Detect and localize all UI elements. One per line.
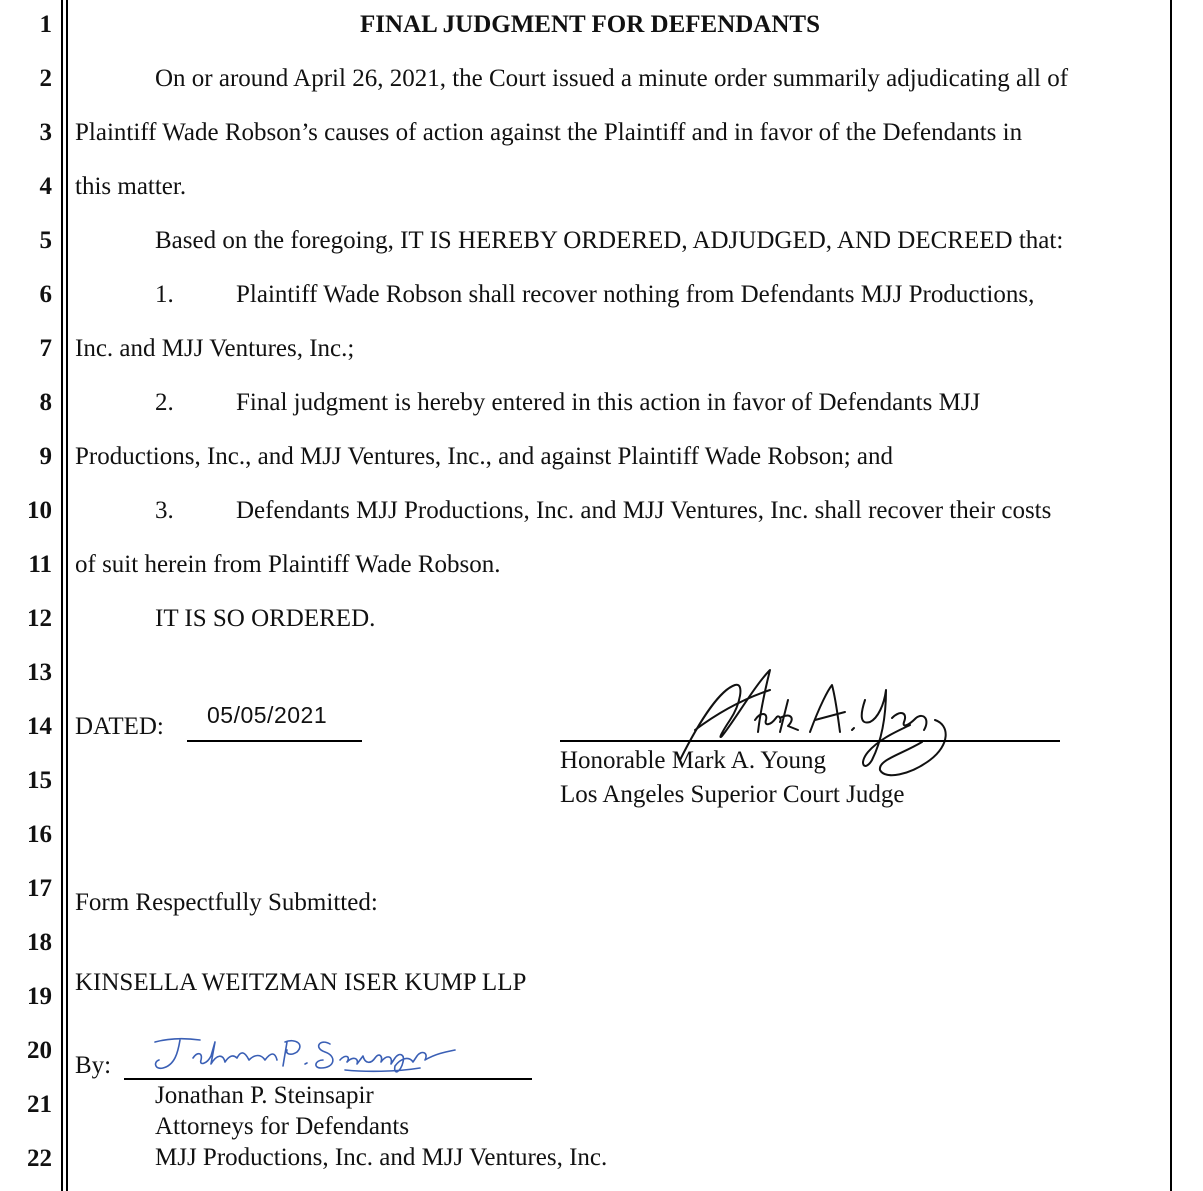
dated-label: DATED:	[75, 713, 164, 740]
line-number: 12	[27, 605, 52, 632]
line-number: 2	[39, 65, 52, 92]
attorney-name: Jonathan P. Steinsapir	[155, 1082, 374, 1109]
line-number: 21	[27, 1091, 52, 1118]
paragraph-2: Based on the foregoing, IT IS HEREBY ORDERED, ADJUDGED, AND DECREED that:	[155, 227, 1064, 254]
item-3-number: 3.	[155, 497, 174, 524]
line-number: 4	[39, 173, 52, 200]
line-number: 3	[39, 119, 52, 146]
judge-signature-line	[560, 740, 1060, 742]
line-number: 13	[27, 659, 52, 686]
line-number: 17	[27, 875, 52, 902]
paragraph-1-line-1: On or around April 26, 2021, the Court issued a minute order summarily adjudicating all of	[155, 65, 1069, 92]
item-2-line-2: Productions, Inc., and MJJ Ventures, Inc., and against Plaintiff Wade Robson; and	[75, 443, 894, 470]
line-number: 1	[39, 11, 52, 38]
so-ordered: IT IS SO ORDERED.	[155, 605, 376, 632]
item-1-number: 1.	[155, 281, 174, 308]
line-number: 15	[27, 767, 52, 794]
by-label: By:	[75, 1052, 112, 1079]
line-number: 14	[27, 713, 52, 740]
line-number: 6	[39, 281, 52, 308]
line-number: 8	[39, 389, 52, 416]
line-number: 16	[27, 821, 52, 848]
judge-name: Honorable Mark A. Young	[560, 747, 826, 774]
paragraph-1-line-2: Plaintiff Wade Robson’s causes of action against the Plaintiff and in favor of the Defendants in	[75, 119, 1023, 146]
line-number: 7	[39, 335, 52, 362]
attorney-role: Attorneys for Defendants	[155, 1113, 410, 1140]
line-number: 20	[27, 1037, 52, 1064]
item-3-line-2: of suit herein from Plaintiff Wade Robson.	[75, 551, 501, 578]
item-2-line-1: Final judgment is hereby entered in this action in favor of Defendants MJJ	[236, 389, 981, 416]
line-number: 18	[27, 929, 52, 956]
law-firm-name: KINSELLA WEITZMAN ISER KUMP LLP	[75, 969, 527, 996]
line-number: 10	[27, 497, 52, 524]
dated-underline	[187, 740, 362, 742]
submitted-label: Form Respectfully Submitted:	[75, 889, 378, 916]
line-number: 19	[27, 983, 52, 1010]
attorney-signature	[145, 1030, 465, 1080]
judge-title: Los Angeles Superior Court Judge	[560, 781, 905, 808]
attorney-signature-line	[124, 1078, 532, 1080]
line-number: 9	[39, 443, 52, 470]
margin-rule-left-inner	[66, 0, 68, 1191]
paragraph-1-line-3: this matter.	[75, 173, 187, 200]
item-2-number: 2.	[155, 389, 174, 416]
document-title: FINAL JUDGMENT FOR DEFENDANTS	[360, 11, 820, 38]
line-number: 22	[27, 1145, 52, 1172]
margin-rule-left-outer	[61, 0, 63, 1191]
dated-value: 05/05/2021	[207, 702, 328, 728]
attorney-clients: MJJ Productions, Inc. and MJJ Ventures, Inc.	[155, 1144, 608, 1171]
line-number: 5	[39, 227, 52, 254]
item-1-line-1: Plaintiff Wade Robson shall recover nothing from Defendants MJJ Productions,	[236, 281, 1035, 308]
margin-rule-right	[1170, 0, 1172, 1191]
item-3-line-1: Defendants MJJ Productions, Inc. and MJJ Ventures, Inc. shall recover their costs	[236, 497, 1052, 524]
item-1-line-2: Inc. and MJJ Ventures, Inc.;	[75, 335, 355, 362]
line-number: 11	[28, 551, 52, 578]
